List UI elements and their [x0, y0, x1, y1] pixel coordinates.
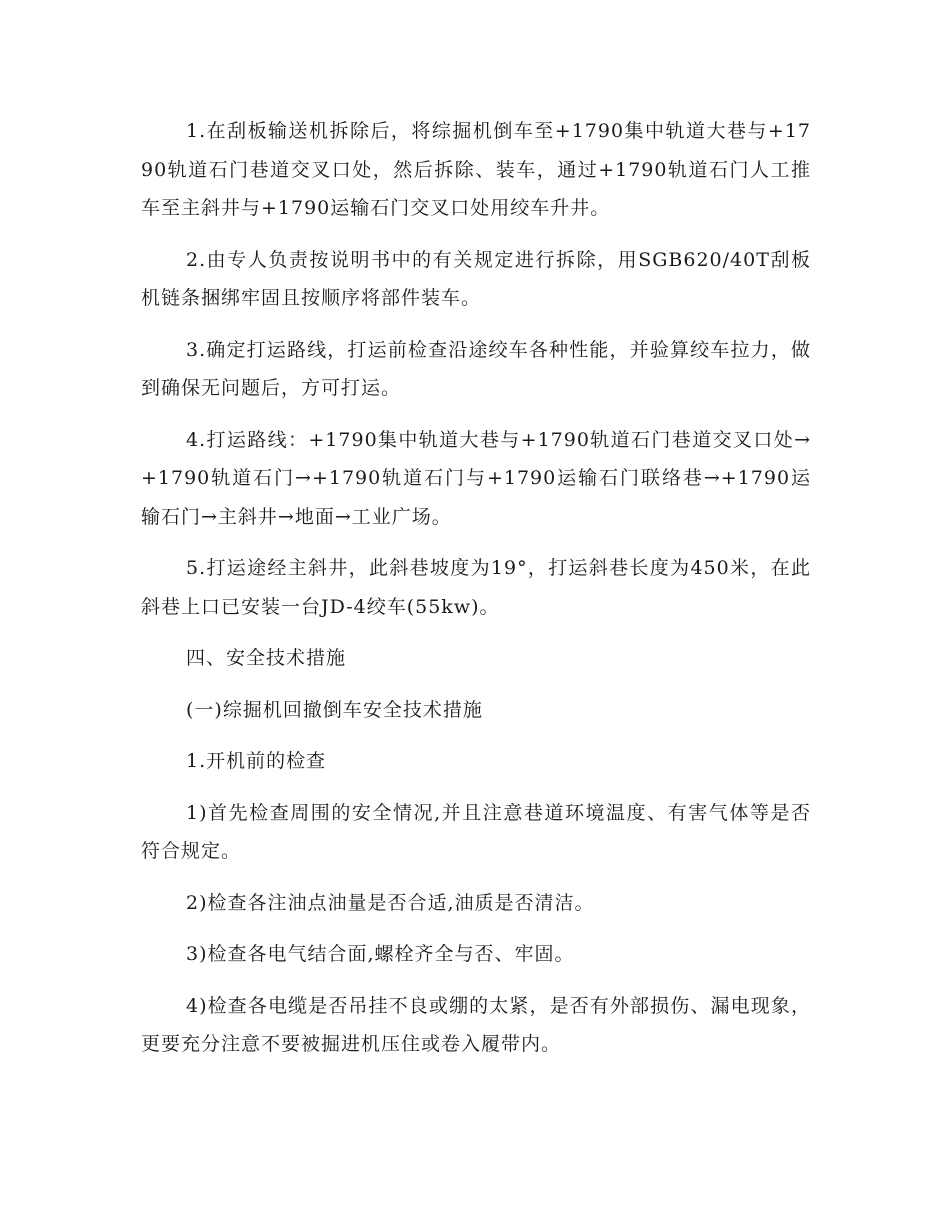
check-item-1: 1)首先检查周围的安全情况,并且注意巷道环境温度、有害气体等是否符合规定。 [141, 801, 811, 862]
section-heading-safety: 四、安全技术措施 [186, 647, 347, 669]
paragraph-2: 2.由专人负责按说明书中的有关规定进行拆除，用SGB620/40T刮板机链条捆绑牢固且按顺序将部件装车。 [141, 248, 811, 309]
check-item-3: 3)检查各电气结合面,螺栓齐全与否、牢固。 [186, 943, 575, 965]
paragraph-1: 1.在刮板输送机拆除后，将综掘机倒车至+1790集中轨道大巷与+1790轨道石门巷道交叉口处，然后拆除、装车，通过+1790轨道石门人工推车至主斜井与+1790运输石门交叉口处用绞车升井。 [141, 120, 811, 219]
document-body [141, 112, 811, 1077]
check-item-2: 2)检查各注油点油量是否合适,油质是否清洁。 [186, 891, 595, 914]
check-item-4: 4)检查各电缆是否吊挂不良或绷的太紧，是否有外部损伤、漏电现象，更要充分注意不要被掘进机压住或卷入履带内。 [141, 994, 811, 1055]
paragraph-4: 4.打运路线：+1790集中轨道大巷与+1790轨道石门巷道交叉口处→+1790轨道石门→+1790轨道石门与+1790运输石门联络巷→+1790运输石门→主斜井→地面→工业广场。 [141, 428, 811, 528]
paragraph-3: 3.确定打运路线，打运前检查沿途绞车各种性能，并验算绞车拉力，做到确保无问题后，方可打运。 [141, 338, 811, 399]
paragraph-5: 5.打运途经主斜井，此斜巷坡度为19°，打运斜巷长度为450米，在此斜巷上口已安装一台JD-4绞车(55kw)。 [141, 557, 811, 618]
subsection-heading-retreat: (一)综掘机回撤倒车安全技术措施 [186, 698, 483, 721]
item-heading-pre-start-check: 1.开机前的检查 [186, 750, 327, 772]
